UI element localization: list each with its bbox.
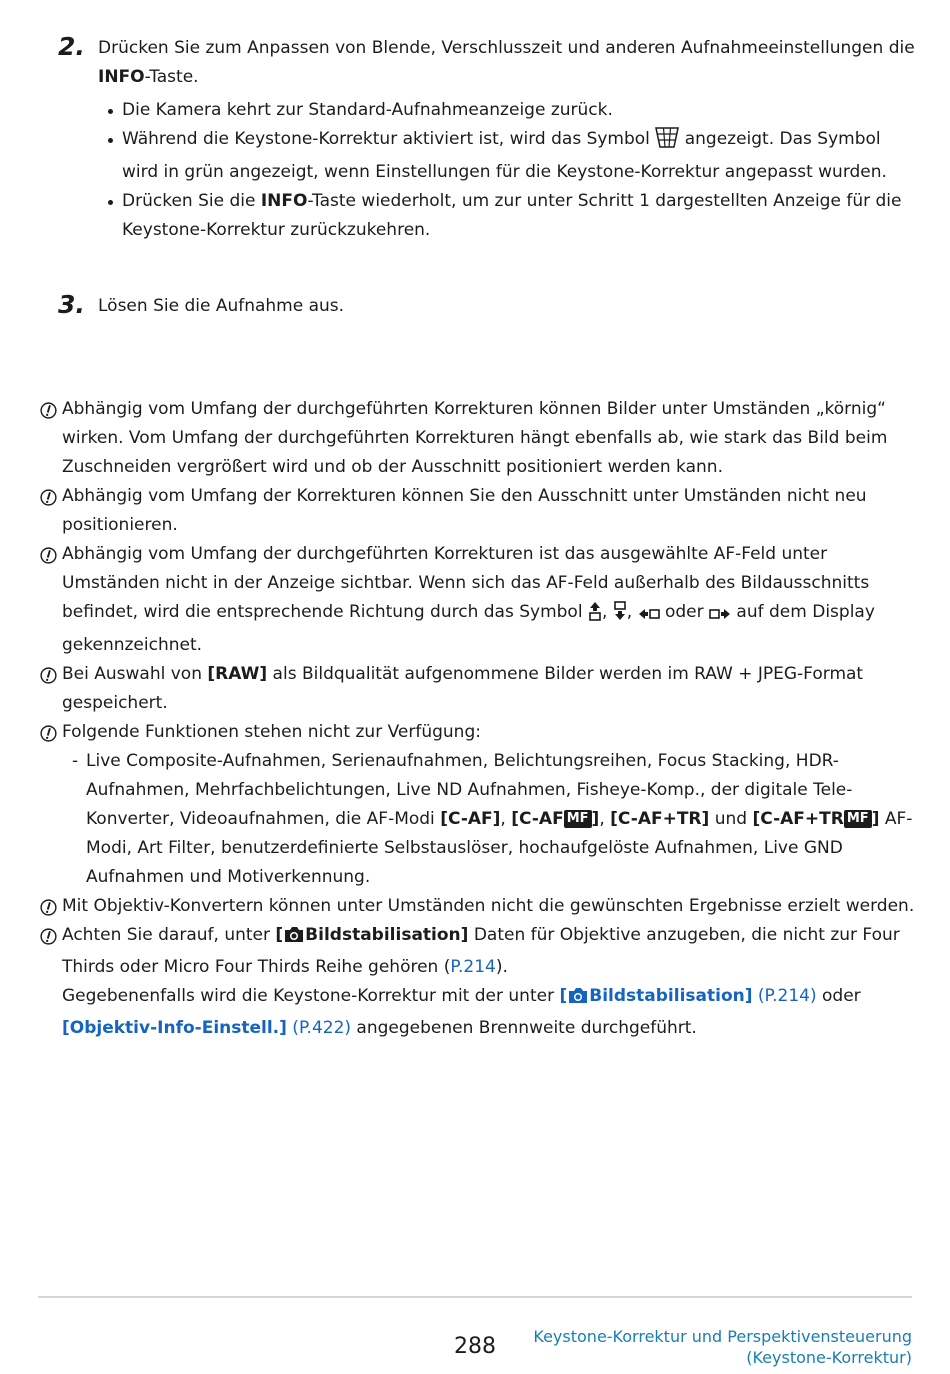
step-text: Lösen Sie die Aufnahme aus. [98, 296, 345, 316]
sub-text: , [500, 809, 512, 829]
bullet-item [122, 125, 920, 187]
note-text: oder [816, 986, 861, 1006]
arrow-up-icon [588, 601, 602, 631]
step-text-part: -Taste. [144, 67, 199, 87]
bullet-list [58, 96, 920, 245]
caution-note [40, 540, 920, 660]
caution-icon [40, 402, 57, 419]
step-number: 2. [58, 32, 85, 61]
page-number: 288 [454, 1334, 496, 1359]
arrow-right-icon [709, 602, 731, 631]
dash: - [72, 751, 79, 771]
caution-icon [40, 899, 57, 916]
caution-icon [40, 667, 57, 684]
info-key-label: INFO [260, 191, 308, 211]
note-text: , [626, 602, 638, 622]
caution-note [40, 395, 920, 482]
note-text: Mit Objektiv-Konvertern können unter Umständen nicht die gewünschten Ergebnisse erzielt werden. [62, 896, 915, 916]
note-text: , [601, 602, 613, 622]
note-text: Achten Sie darauf, unter [62, 925, 276, 945]
page-ref-link[interactable]: (P.422) [286, 1018, 352, 1038]
caution-notes [40, 395, 920, 1043]
chapter-title-line: Keystone-Korrektur und Perspektivensteuerung [533, 1327, 912, 1346]
bullet-text: Drücken Sie die [122, 191, 261, 211]
caution-icon [40, 489, 57, 506]
bullet-item [122, 187, 920, 245]
bullet-item: Die Kamera kehrt zur Standard-Aufnahmeanzeige zurück. [122, 96, 920, 125]
note-text: Daten für Objektive anzugeben, die nicht zur Four Thirds oder Micro Four Thirds Reihe gehören ( [62, 925, 900, 977]
lens-info-settings-link[interactable]: [Objektiv-Info-Einstell.] [62, 1018, 287, 1038]
chapter-title[interactable] [533, 1326, 912, 1368]
chapter-title-line: (Keystone-Korrektur) [746, 1348, 912, 1367]
af-mode-label: ] [591, 809, 600, 829]
mf-badge: MF [564, 810, 592, 828]
keystone-icon [655, 126, 679, 158]
arrow-down-icon [613, 601, 627, 631]
camera-icon [567, 985, 589, 1014]
footer-divider [38, 1296, 912, 1298]
caution-note [40, 482, 920, 540]
caution-icon [40, 725, 57, 742]
arrow-left-icon [638, 602, 660, 631]
sub-text: und [709, 809, 753, 829]
sub-text: , [599, 809, 611, 829]
caution-note [40, 921, 920, 1043]
step-number: 3. [58, 290, 85, 319]
sub-text: AF-Modi, Art Filter, benutzerdefinierte Selbstauslöser, hochaufgelöste Aufnahmen, Live GND Aufnahmen und Motiverkennung. [86, 809, 913, 887]
caution-note [40, 718, 920, 892]
step-3 [58, 292, 920, 321]
caution-note [40, 660, 920, 718]
image-stabilization-link[interactable] [559, 986, 752, 1006]
step-text [98, 34, 920, 92]
raw-setting: [RAW] [207, 664, 268, 684]
af-mode-caf-tr-mf [752, 809, 879, 829]
camera-icon [283, 924, 305, 953]
note-text: Abhängig vom Umfang der durchgeführten Korrekturen ist das ausgewählte AF-Feld unter Umständen nicht in der Anzeige sichtbar. Wenn sich das AF-Feld außerhalb des Bildausschnitts befindet, wird die entsprechende Richtung durch das Symbol [62, 544, 870, 622]
note-text: Bei Auswahl von [62, 664, 208, 684]
af-mode-label: [C-AF [511, 809, 564, 829]
link-label: Bildstabilisation] [589, 986, 753, 1006]
af-mode-label: [C-AF+TR [752, 809, 844, 829]
mf-badge: MF [844, 810, 872, 828]
step-2 [58, 34, 920, 245]
note-text: Folgende Funktionen stehen nicht zur Verfügung: [62, 722, 481, 742]
note-text: Abhängig vom Umfang der durchgeführten Korrekturen können Bilder unter Umständen „körnig“ wirken. Vom Umfang der durchgeführten Korrekturen hängt ebenfalls ab, wie stark das Bild beim Zuschneiden vergrößert wird und ob der Ausschnitt positioniert werden kann. [62, 399, 888, 477]
af-mode-caf-mf [511, 809, 599, 829]
link-bracket: [ [559, 986, 568, 1006]
note-text: Abhängig vom Umfang der Korrekturen können Sie den Ausschnitt unter Umständen nicht neu positionieren. [62, 486, 867, 535]
sub-text: Live Composite-Aufnahmen, Serienaufnahmen, Belichtungsreihen, Focus Stacking, HDR-Aufnahmen, Mehrfachbelichtungen, Live ND Aufnahmen, Fisheye-Komp., der digitale Tele-Konverter, Videoaufnahmen, die AF-Modi [86, 751, 853, 829]
note-text: angegebenen Brennweite durchgeführt. [351, 1018, 697, 1038]
page-ref-link[interactable]: (P.214) [752, 986, 817, 1006]
af-mode-label: ] [871, 809, 880, 829]
info-key-label: INFO [98, 67, 145, 87]
bullet-text: angezeigt. Das Symbol wird in grün angezeigt, wenn Einstellungen für die Keystone-Korrektur angepasst wurden. [122, 129, 887, 182]
note-text: Gegebenenfalls wird die Keystone-Korrektur mit der unter [62, 986, 560, 1006]
note-text: oder [659, 602, 710, 622]
caution-note [40, 892, 920, 921]
bullet-text: Während die Keystone-Korrektur aktiviert ist, wird das Symbol [122, 129, 656, 149]
caution-icon [40, 928, 57, 945]
step-text-part: Drücken Sie zum Anpassen von Blende, Verschlusszeit und anderen Aufnahmeeinstellungen die [98, 38, 915, 58]
caution-icon [40, 547, 57, 564]
image-stabilization-setting: Bildstabilisation] [305, 925, 469, 945]
af-mode-caf-tr: [C-AF+TR] [610, 809, 710, 829]
page-ref-link[interactable]: P.214 [450, 957, 496, 977]
bullet-text: -Taste wiederholt, um zur unter Schritt 1 dargestellten Anzeige für die Keystone-Korrektur zurückzukehren. [122, 191, 902, 240]
note-text: auf dem Display gekennzeichnet. [62, 602, 875, 655]
sub-list-item [62, 747, 920, 892]
bracket: [ [275, 925, 284, 945]
note-text: ). [495, 957, 508, 977]
note-text: als Bildqualität aufgenommene Bilder werden im RAW + JPEG-Format gespeichert. [62, 664, 864, 713]
af-mode-caf: [C-AF] [440, 809, 501, 829]
